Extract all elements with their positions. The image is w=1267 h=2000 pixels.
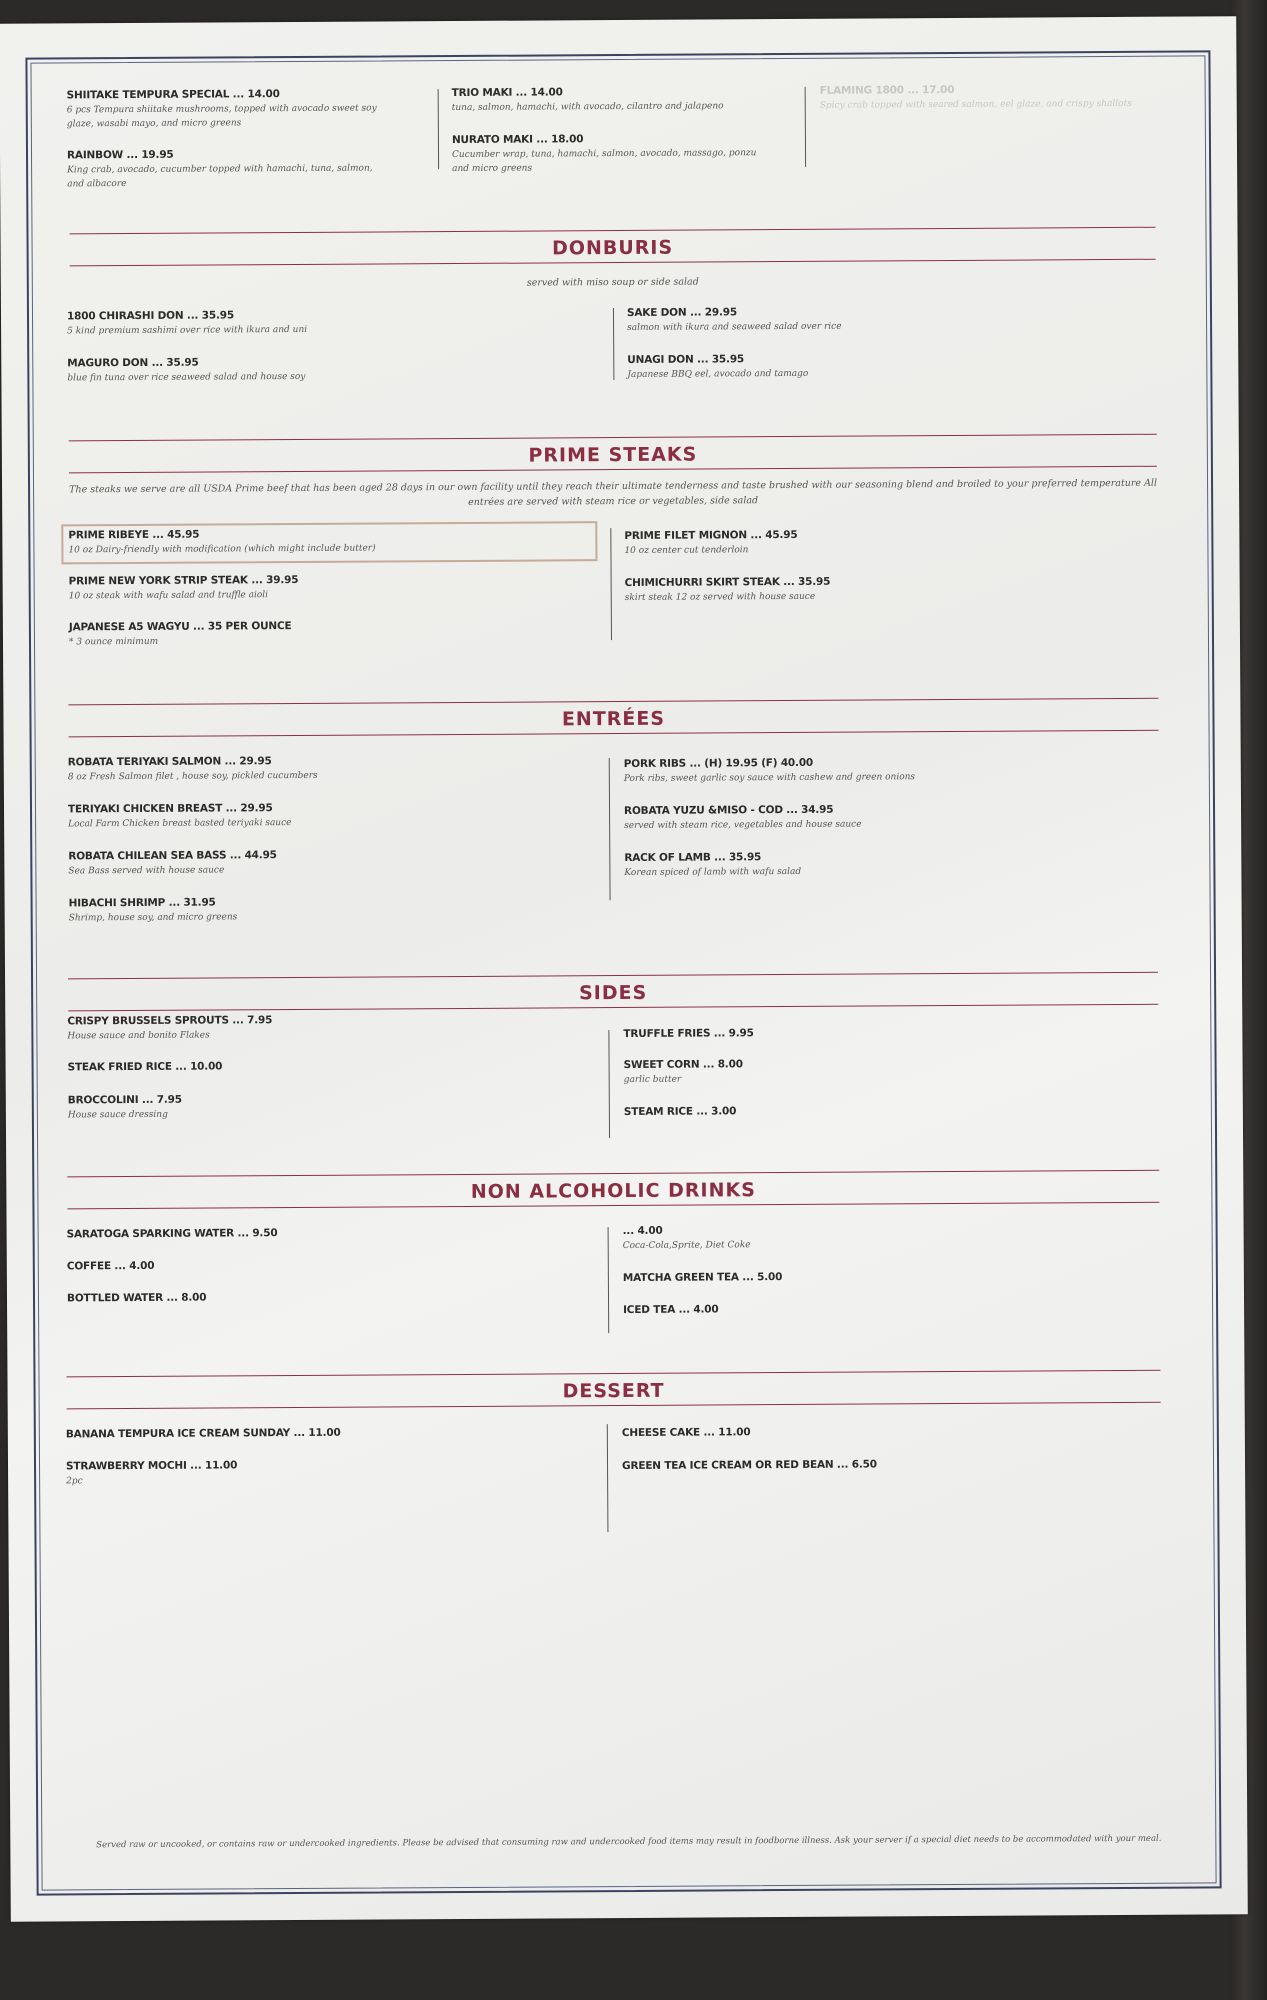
header-rule bbox=[66, 1370, 1160, 1378]
item-desc: 10 oz center cut tenderloin bbox=[624, 545, 749, 556]
menu-item bbox=[66, 1457, 586, 1488]
item-name: SHIITAKE TEMPURA SPECIAL ... 14.00 bbox=[66, 88, 280, 102]
item-name: CHIMICHURRI SKIRT STEAK ... 35.95 bbox=[624, 575, 831, 589]
menu-item bbox=[622, 1424, 1132, 1439]
item-name: SWEET CORN ... 8.00 bbox=[623, 1058, 743, 1072]
menu-item bbox=[623, 1301, 1133, 1316]
item-name: STRAWBERRY MOCHI ... 11.00 bbox=[65, 1459, 238, 1473]
menu-item bbox=[452, 132, 772, 176]
header-rule bbox=[68, 972, 1158, 980]
item-name: SARATOGA SPARKING WATER ... 9.50 bbox=[66, 1227, 278, 1241]
item-name: MATCHA GREEN TEA ... 5.00 bbox=[622, 1271, 783, 1285]
menu-item bbox=[68, 1091, 588, 1122]
section-header-entrees bbox=[68, 698, 1158, 731]
menu-item bbox=[68, 753, 588, 784]
section-title: SIDES bbox=[578, 981, 648, 1005]
menu-item bbox=[67, 87, 387, 131]
section-title: NON ALCOHOLIC DRINKS bbox=[470, 1179, 756, 1203]
item-name: NURATO MAKI ... 18.00 bbox=[451, 133, 584, 147]
menu-item bbox=[69, 618, 589, 649]
item-desc: Pork ribs, sweet garlic soy sauce with cashew and green onions bbox=[623, 772, 916, 784]
item-desc: 5 kind premium sashimi over rice with ikura and uni bbox=[67, 324, 308, 337]
menu-item bbox=[624, 1056, 1134, 1087]
item-desc: 8 oz Fresh Salmon filet , house soy, pickled cucumbers bbox=[67, 770, 318, 783]
item-name: PRIME FILET MIGNON ... 45.95 bbox=[624, 528, 798, 542]
item-desc: 2pc bbox=[66, 1476, 83, 1487]
item-name: RACK OF LAMB ... 35.95 bbox=[624, 851, 762, 864]
item-name: BANANA TEMPURA ICE CREAM SUNDAY ... 11.00 bbox=[65, 1426, 341, 1441]
item-name: TERIYAKI CHICKEN BREAST ... 29.95 bbox=[67, 802, 273, 816]
item-name: BOTTLED WATER ... 8.00 bbox=[66, 1291, 207, 1305]
section-header-sides bbox=[68, 972, 1158, 1005]
menu-item bbox=[624, 755, 1134, 786]
item-name: PRIME NEW YORK STRIP STEAK ... 39.95 bbox=[68, 573, 299, 588]
menu-item bbox=[627, 351, 1127, 382]
item-name: TRUFFLE FRIES ... 9.95 bbox=[623, 1027, 754, 1041]
item-desc: Coca-Cola,Sprite, Diet Coke bbox=[622, 1240, 751, 1252]
menu-item bbox=[623, 1269, 1133, 1284]
item-name: CRISPY BRUSSELS SPROUTS ... 7.95 bbox=[67, 1014, 273, 1028]
item-name: ... 4.00 bbox=[622, 1224, 663, 1238]
menu-item bbox=[69, 572, 589, 603]
item-name: FLAMING 1800 ... 17.00 bbox=[819, 83, 955, 97]
column-divider bbox=[609, 758, 611, 900]
menu-item bbox=[66, 1425, 586, 1440]
menu-item bbox=[67, 1289, 587, 1304]
section-note: The steaks we serve are all USDA Prime beef that has been aged 28 days in our own facility until they reach their ultimate tenderness and taste brushed with our seasoning blend and broiled to your preferred temperature All entrées are served with steam rice or vegetables, side salad bbox=[69, 477, 1158, 508]
section-header-donburis bbox=[69, 227, 1155, 260]
item-name: MAGURO DON ... 35.95 bbox=[67, 356, 199, 370]
menu-item bbox=[622, 1457, 1132, 1472]
menu-item bbox=[67, 354, 587, 385]
item-desc: * 3 ounce minimum bbox=[68, 636, 159, 648]
section-header-prime-steaks bbox=[69, 434, 1157, 467]
menu-content bbox=[0, 16, 1248, 1922]
column-divider bbox=[610, 528, 612, 640]
item-name: UNAGI DON ... 35.95 bbox=[627, 353, 745, 366]
section-title: PRIME STEAKS bbox=[528, 443, 698, 467]
item-name: BROCCOLINI ... 7.95 bbox=[67, 1093, 182, 1107]
section-header-drinks bbox=[67, 1170, 1159, 1203]
menu-item bbox=[67, 307, 587, 338]
column-divider bbox=[805, 87, 806, 167]
menu-item bbox=[625, 574, 1125, 605]
column-divider bbox=[607, 1424, 609, 1532]
item-desc: Japanese BBQ eel, avocado and tamago bbox=[627, 368, 809, 380]
item-name: ROBATA CHILEAN SEA BASS ... 44.95 bbox=[68, 849, 277, 863]
section-title: DESSERT bbox=[562, 1379, 665, 1403]
column-divider bbox=[608, 1227, 610, 1333]
item-name: JAPANESE A5 WAGYU ... 35 PER OUNCE bbox=[68, 620, 292, 634]
header-rule bbox=[68, 698, 1158, 706]
menu-item bbox=[67, 1257, 587, 1272]
item-name: ROBATA TERIYAKI SALMON ... 29.95 bbox=[67, 755, 272, 769]
menu-page bbox=[0, 16, 1248, 1922]
menu-item bbox=[67, 147, 387, 191]
item-name: CHEESE CAKE ... 11.00 bbox=[621, 1426, 751, 1440]
section-title: DONBURIS bbox=[551, 236, 674, 260]
menu-item bbox=[623, 1222, 1133, 1253]
item-desc: Local Farm Chicken breast basted teriyaki sauce bbox=[68, 818, 292, 830]
footer-disclaimer: Served raw or uncooked, or contains raw or undercooked ingredients. Please be advised that consuming raw and undercooked food items may result in foodborne illness. Ask your server if a special diet needs to be accommodated with your meal. bbox=[96, 1833, 1162, 1851]
section-header-dessert bbox=[66, 1370, 1160, 1403]
item-desc: 10 oz Dairy-friendly with modification (which might include butter) bbox=[68, 543, 376, 556]
menu-item bbox=[452, 85, 772, 115]
item-desc: served with steam rice, vegetables and house sauce bbox=[624, 819, 862, 831]
menu-item bbox=[68, 1058, 588, 1073]
item-name: ICED TEA ... 4.00 bbox=[623, 1303, 719, 1317]
section-note: served with miso soup or side salad bbox=[526, 276, 699, 289]
menu-item bbox=[67, 1225, 587, 1240]
menu-item bbox=[624, 802, 1134, 833]
column-divider bbox=[608, 1030, 610, 1138]
menu-item bbox=[623, 1025, 1133, 1040]
menu-item bbox=[820, 83, 1140, 113]
item-name: SAKE DON ... 29.95 bbox=[626, 306, 738, 319]
item-desc: Cucumber wrap, tuna, hamachi, salmon, avocado, massago, ponzu and micro greens bbox=[451, 148, 757, 175]
item-desc: skirt steak 12 oz served with house sauce bbox=[624, 591, 816, 603]
menu-item bbox=[627, 304, 1127, 335]
item-desc: 10 oz steak with wafu salad and truffle aioli bbox=[68, 590, 269, 602]
item-desc: Spicy crab topped with seared salmon, eel glaze, and crispy shallots bbox=[819, 98, 1132, 111]
column-divider bbox=[438, 89, 439, 169]
header-rule bbox=[69, 227, 1155, 235]
item-name: PRIME RIBEYE ... 45.95 bbox=[68, 528, 200, 542]
item-desc: Shrimp, house soy, and micro greens bbox=[68, 912, 238, 924]
item-desc: blue fin tuna over rice seaweed salad and house soy bbox=[67, 371, 306, 384]
item-name: STEAK FRIED RICE ... 10.00 bbox=[67, 1060, 223, 1074]
menu-item bbox=[67, 1012, 587, 1043]
item-name: GREEN TEA ICE CREAM OR RED BEAN ... 6.50 bbox=[621, 1458, 877, 1473]
column-divider bbox=[613, 308, 614, 380]
item-desc: 6 pcs Tempura shiitake mushrooms, topped with avocado sweet soy glaze, wasabi mayo, and micro greens bbox=[66, 103, 377, 130]
menu-item bbox=[69, 894, 589, 925]
menu-item bbox=[68, 800, 588, 831]
menu-item bbox=[624, 1103, 1134, 1118]
section-title: ENTRÉES bbox=[561, 707, 666, 731]
item-name: RAINBOW ... 19.95 bbox=[66, 148, 174, 162]
header-rule bbox=[69, 434, 1157, 442]
item-desc: Sea Bass served with house sauce bbox=[68, 865, 225, 877]
item-name: 1800 CHIRASHI DON ... 35.95 bbox=[66, 309, 234, 323]
item-name: PORK RIBS ... (H) 19.95 (F) 40.00 bbox=[623, 756, 814, 770]
item-desc: House sauce dressing bbox=[67, 1109, 168, 1121]
item-name: COFFEE ... 4.00 bbox=[66, 1259, 155, 1273]
item-desc: salmon with ikura and seaweed salad over rice bbox=[627, 321, 842, 333]
item-name: HIBACHI SHRIMP ... 31.95 bbox=[68, 896, 216, 910]
item-name: TRIO MAKI ... 14.00 bbox=[451, 86, 563, 100]
item-desc: garlic butter bbox=[623, 1074, 682, 1086]
item-desc: House sauce and bonito Flakes bbox=[67, 1030, 210, 1042]
item-desc: King crab, avocado, cucumber topped with hamachi, tuna, salmon, and albacore bbox=[67, 163, 373, 190]
menu-item bbox=[624, 849, 1134, 880]
item-desc: Korean spiced of lamb with wafu salad bbox=[624, 866, 802, 878]
item-name: STEAM RICE ... 3.00 bbox=[623, 1105, 737, 1119]
menu-item bbox=[68, 526, 588, 557]
item-name: ROBATA YUZU &MISO - COD ... 34.95 bbox=[623, 803, 834, 817]
header-rule bbox=[67, 1170, 1159, 1178]
item-desc: tuna, salmon, hamachi, with avocado, cilantro and jalapeno bbox=[451, 101, 724, 114]
menu-item bbox=[68, 847, 588, 878]
menu-item bbox=[624, 527, 1124, 558]
